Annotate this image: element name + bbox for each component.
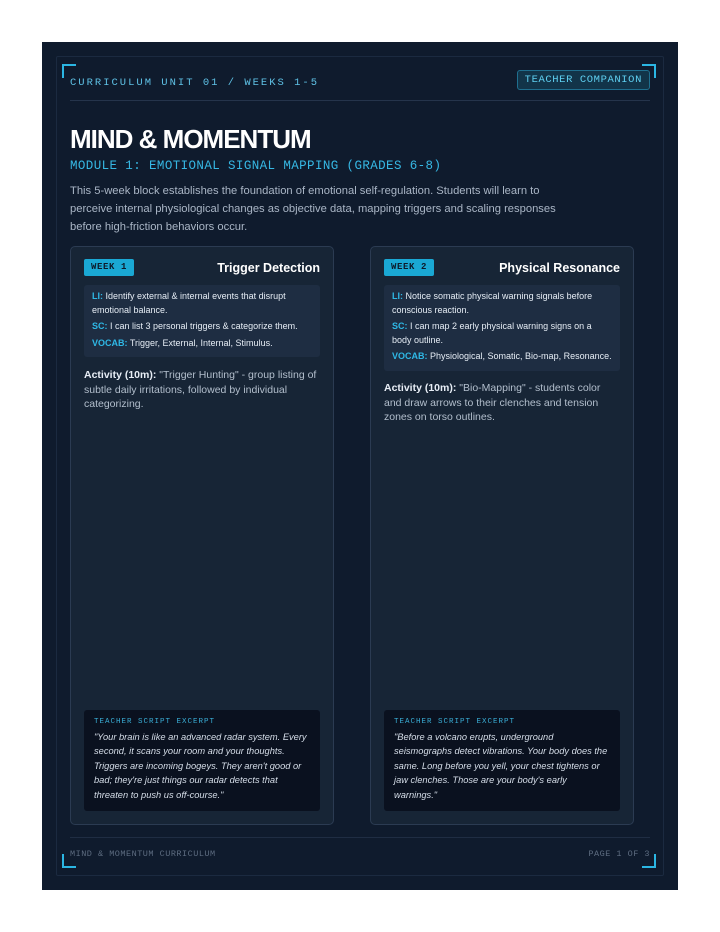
unit-label: CURRICULUM UNIT 01 / WEEKS 1-5 (70, 77, 320, 89)
vocab-text: Physiological, Somatic, Bio-map, Resonance. (430, 351, 612, 361)
script-quote: "Your brain is like an advanced radar system. Every second, it scans your room and your thoughts. Triggers are incoming bogeys. They aren't good or bad; they're just things our radar detects that threaten to push us off-course." (94, 731, 307, 800)
page-number: PAGE 1 OF 3 (588, 849, 650, 859)
script-label: TEACHER SCRIPT EXCERPT (394, 717, 516, 726)
success-criteria (392, 320, 612, 347)
page-header (70, 70, 650, 100)
week-title: Physical Resonance (499, 261, 620, 275)
teacher-companion-badge: TEACHER COMPANION (517, 70, 650, 90)
week-title: Trigger Detection (217, 261, 320, 275)
vocabulary (392, 350, 612, 364)
vocab-key: VOCAB: (392, 351, 428, 361)
sc-text: I can map 2 early physical warning signs on a body outline. (392, 321, 592, 345)
module-subtitle: MODULE 1: EMOTIONAL SIGNAL MAPPING (GRADES 6-8) (70, 159, 442, 173)
objectives-box (84, 285, 320, 357)
page-title: MIND & MOMENTUM (70, 124, 311, 154)
objectives-box (384, 285, 620, 371)
activity-label: Activity (10m): (384, 382, 457, 394)
week-badge: WEEK 2 (384, 259, 434, 276)
vocab-text: Trigger, External, Internal, Stimulus. (129, 337, 273, 348)
header-divider (70, 100, 650, 101)
activity-text: "Bio-Mapping" - students color and draw arrows to their clenches and tension zones on torso outlines. (384, 382, 601, 423)
teacher-script-box (84, 710, 320, 812)
activity-text: "Trigger Hunting" - group listing of subtle daily irritations, followed by individual categorizing. (84, 369, 317, 410)
learning-intention (92, 290, 312, 317)
sc-key: SC: (392, 321, 408, 331)
document-page (42, 42, 678, 890)
activity-label: Activity (10m): (84, 369, 157, 381)
footer-title: MIND & MOMENTUM CURRICULUM (70, 849, 216, 859)
week-card-1 (70, 246, 334, 825)
vocab-key: VOCAB: (92, 337, 128, 348)
li-key: LI: (92, 291, 103, 301)
intro-paragraph: This 5-week block establishes the foundation of emotional self-regulation. Students will learn to perceive internal physiological changes as objective data, mapping triggers and scaling responses before high-friction behaviors occur. (70, 185, 556, 233)
sc-key: SC: (92, 321, 108, 331)
sc-text: I can list 3 personal triggers & categorize them. (110, 321, 298, 331)
activity-description (84, 368, 320, 412)
teacher-script-box (384, 710, 620, 812)
script-label: TEACHER SCRIPT EXCERPT (94, 717, 216, 726)
week-badge: WEEK 1 (84, 259, 134, 276)
li-text: Notice somatic physical warning signals before conscious reaction. (392, 291, 593, 315)
script-quote: "Before a volcano erupts, underground seismographs detect vibrations. Your body does the same. Long before you yell, your chest tightens or jaw clenches. Those are your body's early warnings." (394, 731, 608, 800)
li-key: LI: (392, 291, 403, 301)
li-text: Identify external & internal events that disrupt emotional balance. (92, 291, 286, 315)
footer-divider (70, 837, 650, 838)
vocabulary (92, 337, 312, 351)
success-criteria (92, 320, 312, 334)
week-card-2 (370, 246, 634, 825)
learning-intention (392, 290, 612, 317)
activity-description (384, 381, 620, 425)
